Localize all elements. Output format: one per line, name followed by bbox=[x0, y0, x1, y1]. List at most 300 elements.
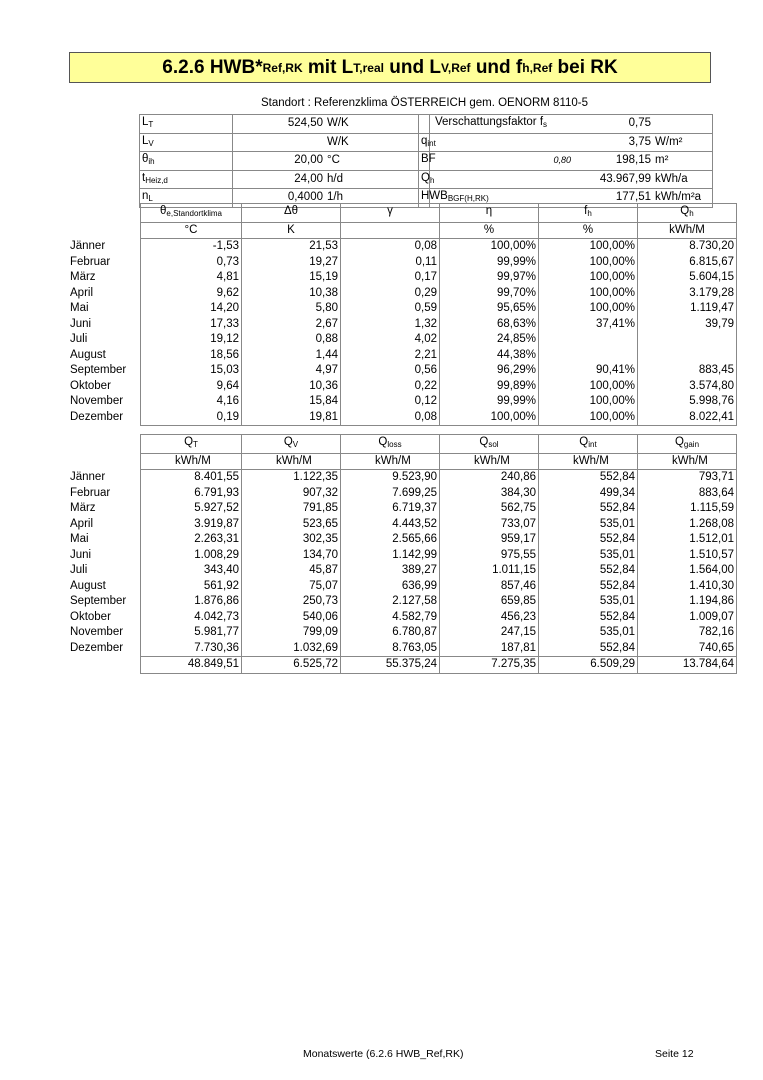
cell-value: 0,19 bbox=[216, 410, 239, 423]
table-cell bbox=[141, 301, 242, 317]
parameter-symbol bbox=[419, 170, 550, 189]
table-cell bbox=[341, 625, 440, 641]
unit: m² bbox=[655, 154, 669, 166]
column-symbol-sub: sol bbox=[488, 440, 499, 449]
table-cell bbox=[638, 286, 737, 302]
cell-value: 552,84 bbox=[599, 641, 635, 654]
table-cell bbox=[539, 286, 638, 302]
unit-label: kWh/M bbox=[276, 454, 312, 467]
cell-value: 883,45 bbox=[698, 364, 734, 376]
table-cell bbox=[141, 610, 242, 626]
month-label bbox=[68, 486, 141, 502]
cell-value: 1.032,69 bbox=[293, 641, 338, 654]
table-row bbox=[68, 394, 737, 410]
month-name: Jänner bbox=[70, 470, 106, 483]
title-mid-2: und L bbox=[383, 56, 441, 78]
parameter-row bbox=[140, 152, 430, 171]
cell-value: 0,11 bbox=[415, 255, 437, 268]
table-cell bbox=[440, 641, 539, 657]
column-unit bbox=[242, 222, 341, 239]
column-symbol: γ bbox=[387, 205, 393, 217]
cell-value: 636,99 bbox=[401, 579, 437, 592]
cell-value: 8.730,20 bbox=[689, 240, 734, 252]
table-cell bbox=[242, 486, 341, 502]
extra-value: 0,80 bbox=[553, 155, 572, 165]
table-cell bbox=[539, 532, 638, 548]
table-cell bbox=[341, 610, 440, 626]
value: 0,4000 bbox=[287, 191, 323, 203]
cell-value: 4,16 bbox=[216, 395, 239, 407]
cell-value: 4.042,73 bbox=[194, 610, 239, 623]
month-label bbox=[68, 286, 141, 302]
page-title bbox=[69, 52, 711, 83]
totals-label-spacer bbox=[68, 657, 141, 674]
table-cell bbox=[341, 239, 440, 255]
column-header bbox=[341, 204, 440, 223]
title-sub-2: T,real bbox=[353, 60, 384, 75]
month-label bbox=[68, 517, 141, 533]
table-row bbox=[68, 379, 737, 395]
month-label bbox=[68, 625, 141, 641]
column-header bbox=[141, 435, 242, 454]
parameter-value bbox=[573, 152, 653, 171]
table-cell bbox=[341, 470, 440, 486]
table-row bbox=[68, 363, 737, 379]
month-name: Oktober bbox=[70, 610, 111, 623]
title-pre: 6.2.6 HWB* bbox=[162, 56, 263, 78]
cell-value: 19,27 bbox=[309, 255, 338, 268]
month-label bbox=[68, 239, 141, 255]
cell-value: 733,07 bbox=[500, 517, 536, 530]
table-row bbox=[68, 332, 737, 348]
table-cell bbox=[638, 317, 737, 333]
table-cell bbox=[141, 594, 242, 610]
cell-value: 99,70% bbox=[496, 286, 536, 299]
parameter-symbol bbox=[140, 152, 233, 171]
month-name: Juli bbox=[70, 564, 88, 576]
table-cell bbox=[341, 501, 440, 517]
total-value: 6.509,29 bbox=[590, 658, 635, 670]
symbol: HWB bbox=[421, 190, 448, 202]
cell-value: 5.998,76 bbox=[689, 395, 734, 407]
table-cell bbox=[638, 379, 737, 395]
column-symbol: Q bbox=[184, 436, 194, 448]
unit-row bbox=[68, 453, 737, 470]
cell-value: 100,00% bbox=[589, 410, 635, 423]
cell-value: 17,33 bbox=[210, 317, 239, 330]
parameter-symbol bbox=[140, 115, 233, 134]
table-row bbox=[68, 517, 737, 533]
symbol-sub: Heiz,d bbox=[145, 175, 168, 185]
parameter-value bbox=[573, 115, 653, 134]
table-cell bbox=[141, 255, 242, 271]
table-cell bbox=[539, 348, 638, 364]
column-symbol-sub: int bbox=[588, 440, 597, 449]
table-cell bbox=[341, 641, 440, 657]
column-unit bbox=[539, 222, 638, 239]
unit-label: % bbox=[483, 223, 495, 236]
monthly-energy-table bbox=[68, 434, 737, 674]
column-unit bbox=[638, 222, 737, 239]
month-label bbox=[68, 394, 141, 410]
table-cell bbox=[242, 255, 341, 271]
total-value: 55.375,24 bbox=[385, 658, 437, 670]
row-label-spacer bbox=[68, 453, 141, 470]
symbol: q bbox=[421, 134, 428, 147]
cell-value: 99,97% bbox=[496, 271, 536, 283]
table-cell bbox=[141, 579, 242, 595]
header-row bbox=[68, 435, 737, 454]
cell-value: 561,92 bbox=[203, 579, 239, 592]
column-symbol: θ bbox=[160, 205, 167, 217]
table-cell bbox=[242, 579, 341, 595]
cell-value: 68,63% bbox=[496, 317, 536, 330]
column-symbol-sub: T bbox=[193, 440, 198, 449]
table-cell bbox=[242, 548, 341, 564]
cell-value: 552,84 bbox=[599, 471, 635, 483]
total-cell bbox=[242, 657, 341, 674]
column-unit bbox=[539, 453, 638, 470]
table-cell bbox=[341, 532, 440, 548]
month-label bbox=[68, 594, 141, 610]
column-unit bbox=[141, 222, 242, 239]
unit: kWh/a bbox=[655, 172, 688, 185]
table-cell bbox=[638, 255, 737, 271]
column-symbol-sub: h bbox=[587, 209, 592, 218]
month-label bbox=[68, 470, 141, 486]
table-cell bbox=[242, 348, 341, 364]
parameter-extra bbox=[549, 170, 573, 189]
month-name: Jänner bbox=[70, 239, 106, 252]
parameter-unit bbox=[325, 133, 430, 152]
table-cell bbox=[539, 332, 638, 348]
column-unit bbox=[341, 453, 440, 470]
table-cell bbox=[440, 532, 539, 548]
column-unit bbox=[141, 453, 242, 470]
column-header bbox=[341, 435, 440, 454]
cell-value: 7.699,25 bbox=[392, 486, 437, 499]
unit-label: kWh/M bbox=[474, 454, 510, 467]
table-row bbox=[68, 470, 737, 486]
table-cell bbox=[539, 301, 638, 317]
unit-label: kWh/M bbox=[669, 223, 705, 236]
month-label bbox=[68, 641, 141, 657]
table-cell bbox=[242, 394, 341, 410]
total-value: 7.275,35 bbox=[491, 658, 536, 670]
cell-value: 5.981,77 bbox=[194, 626, 239, 638]
table-cell bbox=[242, 410, 341, 426]
parameter-row bbox=[419, 133, 713, 152]
table-row bbox=[68, 410, 737, 426]
cell-value: 552,84 bbox=[599, 502, 635, 514]
cell-value: 1.410,30 bbox=[689, 579, 734, 592]
cell-value: 740,65 bbox=[698, 641, 734, 654]
cell-value: 4.582,79 bbox=[392, 610, 437, 623]
column-symbol: Q bbox=[283, 436, 293, 448]
column-header bbox=[242, 435, 341, 454]
table-cell bbox=[341, 579, 440, 595]
cell-value: 535,01 bbox=[599, 626, 635, 638]
month-label bbox=[68, 255, 141, 271]
cell-value: 1.119,47 bbox=[690, 302, 734, 314]
table-row bbox=[68, 610, 737, 626]
table-cell bbox=[440, 486, 539, 502]
total-cell bbox=[638, 657, 737, 674]
table-cell bbox=[341, 332, 440, 348]
table-cell bbox=[341, 363, 440, 379]
cell-value: 0,12 bbox=[414, 395, 437, 407]
table-cell bbox=[638, 470, 737, 486]
cell-value: 134,70 bbox=[302, 548, 338, 561]
table-cell bbox=[638, 610, 737, 626]
monthly-climate-table bbox=[68, 203, 737, 426]
table-cell bbox=[341, 517, 440, 533]
header-row bbox=[68, 204, 737, 223]
month-label bbox=[68, 379, 141, 395]
month-name: November bbox=[70, 626, 124, 638]
cell-value: 21,53 bbox=[309, 240, 338, 252]
cell-value: 15,03 bbox=[210, 364, 239, 376]
table-cell bbox=[539, 239, 638, 255]
cell-value: 6.719,37 bbox=[392, 502, 437, 514]
cell-value: 1,32 bbox=[414, 317, 437, 330]
unit: °C bbox=[327, 154, 340, 166]
cell-value: 15,19 bbox=[309, 271, 338, 283]
parameter-unit bbox=[653, 133, 713, 152]
table-cell bbox=[141, 563, 242, 579]
table-row bbox=[68, 317, 737, 333]
cell-value: 39,79 bbox=[705, 317, 734, 330]
table-cell bbox=[440, 255, 539, 271]
table-cell bbox=[440, 610, 539, 626]
parameter-row bbox=[140, 133, 430, 152]
column-symbol-sub: V bbox=[292, 440, 299, 449]
row-label-spacer bbox=[68, 222, 141, 239]
table-cell bbox=[141, 379, 242, 395]
cell-value: 37,41% bbox=[595, 317, 635, 330]
column-symbol-sub: loss bbox=[387, 440, 402, 449]
column-symbol: Q bbox=[479, 436, 489, 448]
table-cell bbox=[141, 286, 242, 302]
title-sub-4: h,Ref bbox=[522, 60, 553, 75]
table-cell bbox=[341, 317, 440, 333]
month-name: April bbox=[70, 517, 94, 530]
table-cell bbox=[440, 270, 539, 286]
table-cell bbox=[638, 270, 737, 286]
month-label bbox=[68, 317, 141, 333]
column-header bbox=[539, 435, 638, 454]
month-name: Mai bbox=[70, 533, 89, 545]
value: 177,51 bbox=[615, 191, 652, 203]
cell-value: 535,01 bbox=[599, 548, 635, 561]
table-cell bbox=[440, 410, 539, 426]
title-mid-3: und f bbox=[470, 56, 523, 78]
cell-value: 5.604,15 bbox=[689, 271, 734, 283]
month-name: Februar bbox=[70, 486, 111, 499]
cell-value: 552,84 bbox=[599, 533, 635, 545]
cell-value: 782,16 bbox=[698, 626, 734, 638]
cell-value: 96,29% bbox=[496, 364, 536, 376]
cell-value: 552,84 bbox=[599, 564, 635, 576]
month-label bbox=[68, 501, 141, 517]
cell-value: 44,38% bbox=[496, 348, 536, 361]
table-cell bbox=[539, 363, 638, 379]
total-cell bbox=[539, 657, 638, 674]
column-unit bbox=[440, 453, 539, 470]
cell-value: 0,59 bbox=[414, 302, 437, 314]
total-cell bbox=[341, 657, 440, 674]
unit-label: kWh/M bbox=[175, 454, 211, 467]
month-label bbox=[68, 301, 141, 317]
symbol-sub: ih bbox=[148, 157, 155, 166]
month-name: September bbox=[70, 364, 127, 376]
table-cell bbox=[141, 317, 242, 333]
cell-value: 1.011,15 bbox=[492, 564, 536, 576]
month-name: August bbox=[70, 348, 106, 361]
table-row bbox=[68, 286, 737, 302]
cell-value: 10,36 bbox=[309, 379, 338, 392]
table-cell bbox=[638, 348, 737, 364]
symbol: Q bbox=[421, 171, 430, 184]
table-cell bbox=[341, 563, 440, 579]
cell-value: -1,53 bbox=[212, 240, 239, 252]
cell-value: 10,38 bbox=[309, 286, 338, 299]
table-cell bbox=[638, 301, 737, 317]
column-symbol-sub: e,Standortklima bbox=[166, 209, 222, 218]
table-cell bbox=[638, 363, 737, 379]
month-name: April bbox=[70, 286, 94, 299]
column-header bbox=[440, 204, 539, 223]
parameter-value bbox=[573, 133, 653, 152]
table-cell bbox=[539, 594, 638, 610]
table-cell bbox=[440, 301, 539, 317]
table-row bbox=[68, 301, 737, 317]
table-cell bbox=[341, 394, 440, 410]
cell-value: 1.512,01 bbox=[689, 533, 734, 545]
table-cell bbox=[638, 548, 737, 564]
table-cell bbox=[341, 548, 440, 564]
month-label bbox=[68, 532, 141, 548]
total-value: 13.784,64 bbox=[682, 658, 734, 670]
month-name: Juni bbox=[70, 548, 92, 561]
table-cell bbox=[539, 625, 638, 641]
table-cell bbox=[539, 394, 638, 410]
totals-row bbox=[68, 657, 737, 674]
cell-value: 883,64 bbox=[698, 486, 734, 499]
cell-value: 90,41% bbox=[595, 364, 635, 376]
table-cell bbox=[539, 579, 638, 595]
parameter-value bbox=[233, 133, 326, 152]
table-cell bbox=[440, 625, 539, 641]
table-cell bbox=[141, 532, 242, 548]
table-cell bbox=[440, 332, 539, 348]
value: 43.967,99 bbox=[599, 172, 652, 185]
table-cell bbox=[440, 563, 539, 579]
parameter-symbol bbox=[419, 152, 550, 171]
cell-value: 99,99% bbox=[496, 255, 536, 268]
table-cell bbox=[141, 239, 242, 255]
cell-value: 535,01 bbox=[599, 595, 635, 607]
unit-row bbox=[68, 222, 737, 239]
cell-value: 1.564,00 bbox=[689, 564, 734, 576]
table-cell bbox=[440, 379, 539, 395]
table-cell bbox=[341, 270, 440, 286]
column-symbol: f bbox=[584, 205, 588, 217]
parameter-unit bbox=[653, 152, 713, 171]
table-row bbox=[68, 594, 737, 610]
table-cell bbox=[539, 470, 638, 486]
month-label bbox=[68, 548, 141, 564]
cell-value: 247,15 bbox=[500, 626, 536, 638]
value: 524,50 bbox=[287, 117, 323, 129]
parameter-extra bbox=[549, 115, 573, 134]
table-cell bbox=[638, 410, 737, 426]
cell-value: 8.022,41 bbox=[689, 410, 734, 423]
cell-value: 791,85 bbox=[302, 502, 338, 514]
cell-value: 552,84 bbox=[599, 610, 635, 623]
unit-label: K bbox=[287, 223, 295, 236]
title-mid-4: bei RK bbox=[552, 56, 618, 78]
month-label bbox=[68, 610, 141, 626]
table-cell bbox=[141, 348, 242, 364]
table-cell bbox=[242, 332, 341, 348]
table-cell bbox=[242, 270, 341, 286]
column-symbol: Q bbox=[378, 436, 388, 448]
table-cell bbox=[539, 563, 638, 579]
value: 198,15 bbox=[615, 154, 652, 166]
table-cell bbox=[141, 501, 242, 517]
cell-value: 6.815,67 bbox=[689, 255, 734, 268]
table-cell bbox=[242, 563, 341, 579]
table-row bbox=[68, 270, 737, 286]
symbol-sub: L bbox=[148, 194, 153, 203]
table-cell bbox=[242, 363, 341, 379]
table-cell bbox=[242, 625, 341, 641]
table-cell bbox=[638, 394, 737, 410]
table-row bbox=[68, 579, 737, 595]
cell-value: 0,17 bbox=[414, 271, 437, 283]
cell-value: 659,85 bbox=[500, 595, 536, 607]
cell-value: 1.268,08 bbox=[689, 517, 734, 530]
table-cell bbox=[539, 501, 638, 517]
column-unit bbox=[242, 453, 341, 470]
parameter-row bbox=[140, 170, 430, 189]
table-cell bbox=[141, 270, 242, 286]
table-cell bbox=[539, 270, 638, 286]
cell-value: 2.263,31 bbox=[194, 533, 239, 545]
column-symbol-sub: gain bbox=[683, 440, 700, 449]
cell-value: 100,00% bbox=[589, 395, 635, 407]
symbol-sub: V bbox=[148, 138, 154, 148]
month-name: Februar bbox=[70, 255, 111, 268]
table-cell bbox=[341, 286, 440, 302]
column-header bbox=[141, 204, 242, 223]
table-row bbox=[68, 255, 737, 271]
cell-value: 1,44 bbox=[315, 348, 338, 361]
parameter-value bbox=[233, 170, 326, 189]
table-cell bbox=[440, 394, 539, 410]
cell-value: 907,32 bbox=[302, 486, 338, 499]
cell-value: 5.927,52 bbox=[194, 502, 239, 514]
month-label bbox=[68, 332, 141, 348]
cell-value: 75,07 bbox=[309, 579, 338, 592]
parameter-extra bbox=[549, 152, 573, 171]
unit: W/m² bbox=[655, 135, 683, 148]
column-header bbox=[440, 435, 539, 454]
unit: W/K bbox=[327, 135, 349, 148]
column-symbol: Q bbox=[680, 205, 690, 217]
column-header bbox=[539, 204, 638, 223]
